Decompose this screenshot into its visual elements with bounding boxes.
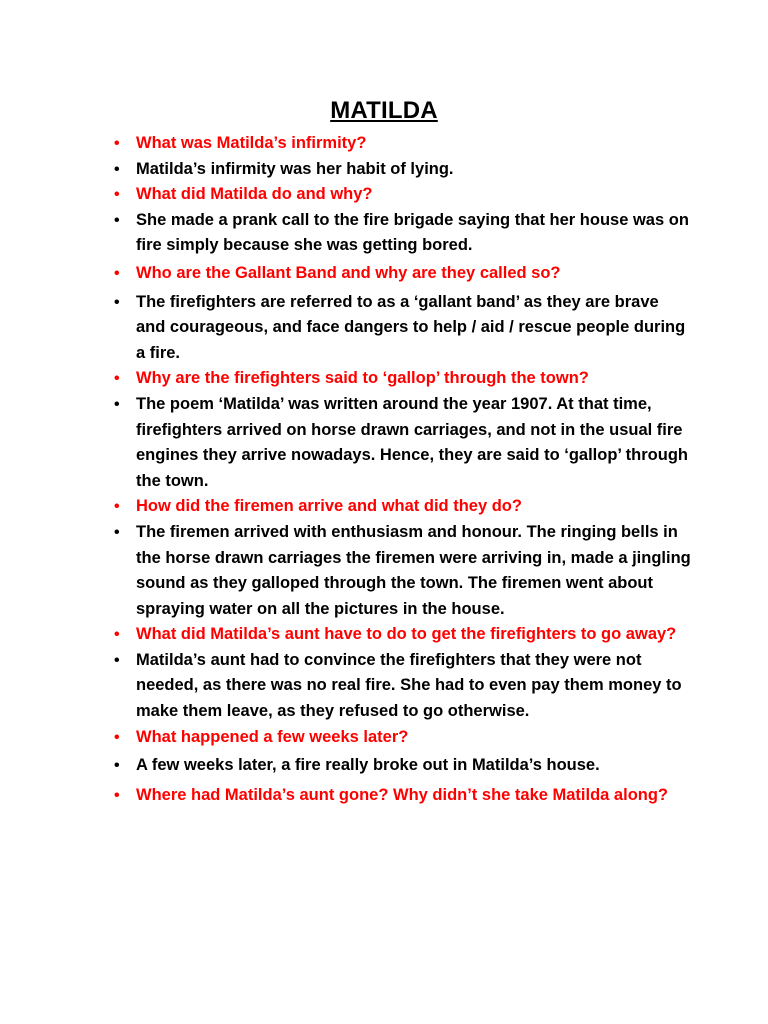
bullet-icon: • [114,186,120,204]
answer-text: The poem ‘Matilda’ was written around the year 1907. At that time, firefighters arrived on horse drawn carriages, and not in the usual fire engines they arrive nowadays. Hence, they are said to ‘gallop’ through the town. [136,394,688,490]
question-item [112,494,692,520]
answer-text: Matilda’s infirmity was her habit of lying. [136,159,454,178]
answer-item [112,753,692,779]
qa-list [112,131,692,810]
answer-item [112,520,692,622]
answer-text: A few weeks later, a fire really broke out in Matilda’s house. [136,756,600,775]
question-text: What did Matilda do and why? [136,185,373,204]
question-item [112,182,692,208]
bullet-icon: • [114,211,120,229]
question-text: How did the firemen arrive and what did they do? [136,497,522,516]
bullet-icon: • [114,757,120,775]
answer-item [112,392,692,494]
bullet-icon: • [114,523,120,541]
bullet-icon: • [114,370,120,388]
page-title: MATILDA [330,97,438,124]
bullet-icon: • [114,135,120,152]
answer-item [112,157,692,183]
bullet-icon: • [114,395,120,413]
answer-text: She made a prank call to the fire brigade saying that her house was on fire simply because she was getting bored. [136,210,689,255]
question-item [112,261,692,287]
question-text: What did Matilda’s aunt have to do to get the firefighters to go away? [136,625,677,644]
question-text: What was Matilda’s infirmity? [136,134,367,152]
answer-item [112,648,692,725]
question-item [112,622,692,648]
question-item [112,725,692,751]
answer-text: The firefighters are referred to as a ‘gallant band’ as they are brave and courageous, and face dangers to help / aid / rescue people during a fire. [136,292,686,362]
question-item [112,366,692,392]
bullet-icon: • [114,728,120,746]
question-text: Who are the Gallant Band and why are they called so? [136,263,561,282]
question-text: Why are the firefighters said to ‘gallop’ through the town? [136,369,589,388]
answer-item [112,290,692,367]
question-text: Where had Matilda’s aunt gone? Why didn’t she take Matilda along? [136,785,669,804]
answer-text: Matilda’s aunt had to convince the firefighters that they were not needed, as there was no real fire. She had to even pay them money to make them leave, as they refused to go otherwise. [136,650,682,721]
bullet-icon: • [114,786,120,804]
bullet-icon: • [114,264,120,282]
question-item [112,131,692,157]
bullet-icon: • [114,293,120,311]
bullet-icon: • [114,626,120,644]
answer-text: The firemen arrived with enthusiasm and honour. The ringing bells in the horse drawn carriages the firemen were arriving in, made a jingling sound as they galloped through the town. The firemen went about spraying water on all the pictures in the house. [136,522,691,618]
bullet-icon: • [114,160,120,178]
bullet-icon: • [114,651,120,669]
bullet-icon: • [114,498,120,516]
question-text: What happened a few weeks later? [136,727,409,746]
question-item [112,781,692,810]
answer-item [112,208,692,259]
